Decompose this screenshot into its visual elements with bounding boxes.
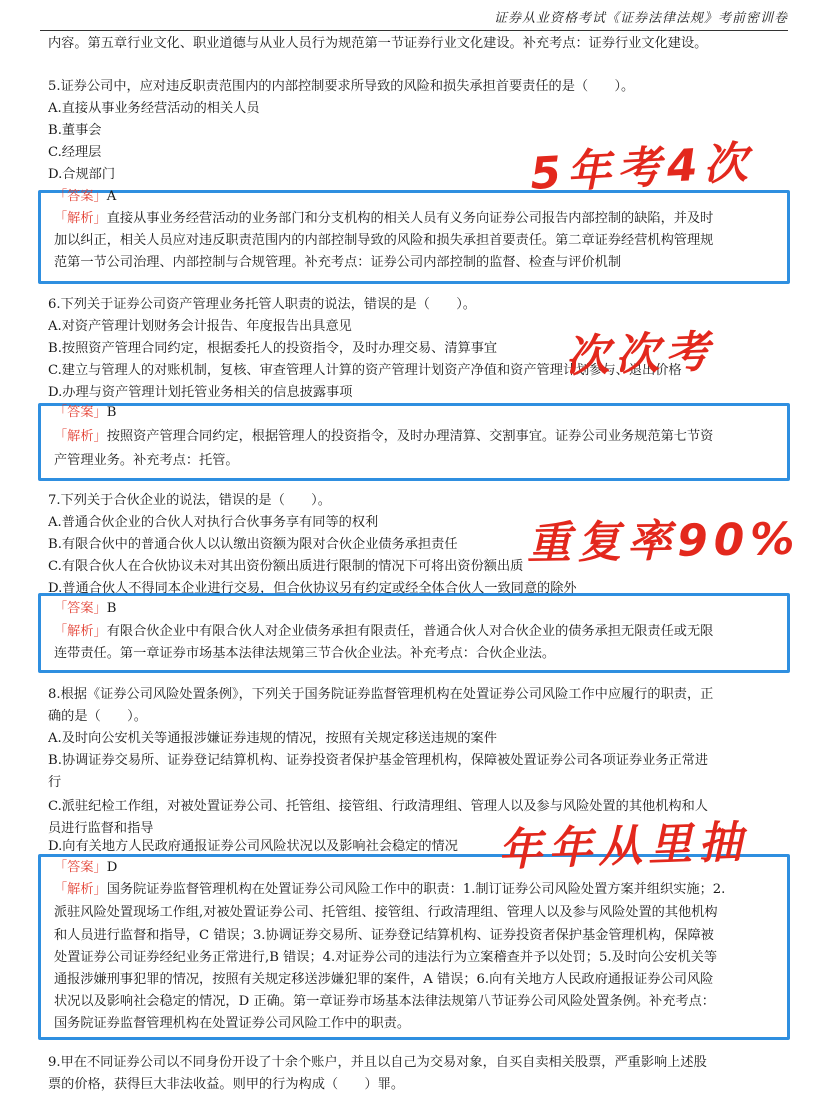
answer-label: 「答案」 — [54, 405, 107, 420]
analysis-line: 产管理业务。补充考点：托管。 — [54, 453, 239, 468]
handwritten-annotation: 重复率90% — [526, 513, 801, 570]
handwritten-annotation: 年年从里抽 — [497, 816, 749, 877]
option: D.合规部门 — [48, 167, 116, 182]
option: A.对资产管理计划财务会计报告、年度报告出具意见 — [48, 319, 352, 334]
option: C.建立与管理人的对账机制，复核、审查管理人计算的资产管理计划资产净值和资产管理计划参与、退出价格 — [48, 363, 682, 378]
option: B.按照资产管理合同约定，根据委托人的投资指令，及时办理交易、清算事宜 — [48, 341, 498, 356]
question-stem: 确的是（ ）。 — [48, 709, 147, 724]
analysis-line: 范第一节公司治理、内部控制与合规管理。补充考点：证券公司内部控制的监督、检查与评价机制 — [54, 255, 622, 270]
analysis-label: 「解析」 — [54, 882, 107, 897]
option: A.及时向公安机关等通报涉嫌证券违规的情况，按照有关规定移送违规的案件 — [48, 731, 497, 746]
option: D.办理与资产管理计划托管业务相关的信息披露事项 — [48, 385, 353, 400]
analysis-line: 「解析」直接从事业务经营活动的业务部门和分支机构的相关人员有义务向证券公司报告内部控制的缺陷，并及时 — [54, 211, 714, 226]
analysis-label: 「解析」 — [54, 429, 107, 444]
question-stem: 9.甲在不同证券公司以不同身份开设了十余个账户，并且以自己为交易对象，自买自卖相关股票，严重影响上述股 — [48, 1055, 707, 1070]
option: C.有限合伙人在合伙协议未对其出资份额出质进行限制的情况下可将出资份额出质 — [48, 559, 524, 574]
option: 行 — [48, 775, 62, 790]
option: D.向有关地方人民政府通报证券公司风险状况以及影响社会稳定的情况 — [48, 839, 458, 854]
analysis-label: 「解析」 — [54, 624, 107, 639]
analysis-line: 和人员进行监督和指导，C 错误；3.协调证券交易所、证券登记结算机构、证券投资者保护基金管理机构，保障被 — [54, 928, 714, 943]
answer-line — [54, 402, 784, 424]
question-stem: 票的价格，获得巨大非法收益。则甲的行为构成（ ）罪。 — [48, 1077, 405, 1092]
option: 员进行监督和指导 — [48, 821, 154, 836]
analysis-line: 派驻风险处置现场工作组,对被处置证券公司、托管组、接管组、行政清理组、管理人以及参与风险处置的其他机构 — [54, 905, 718, 920]
option: B.董事会 — [48, 123, 102, 138]
option: B.有限合伙中的普通合伙人以认缴出资额为限对合伙企业债务承担责任 — [48, 537, 458, 552]
question-stem: 5.证券公司中，应对违反职责范围内的内部控制要求所导致的风险和损失承担首要责任的是（ ）。 — [48, 79, 635, 94]
analysis-line: 处置证券公司证券经纪业务正常进行,B 错误；4.对证券公司的违法行为立案稽查并予以处罚；5.及时向公安机关等 — [54, 950, 718, 965]
question-stem: 6.下列关于证券公司资产管理业务托管人职责的说法，错误的是（ ）。 — [48, 297, 476, 312]
answer-value: B — [106, 405, 117, 420]
analysis-line: 加以纠正，相关人员应对违反职责范围内的内部控制导致的风险和损失承担首要责任。第二章证券经营机构管理规 — [54, 233, 714, 248]
page-header: 证券从业资格考试《证券法律法规》考前密训卷 — [40, 8, 788, 31]
question-stem: 7.下列关于合伙企业的说法，错误的是（ ）。 — [48, 493, 331, 508]
analysis-line: 状况以及影响社会稳定的情况，D 正确。第一章证券市场基本法律法规第八节证券公司风险处置条例。补充考点： — [54, 994, 715, 1009]
option: B.协调证券交易所、证券登记结算机构、证券投资者保护基金管理机构，保障被处置证券公司各项证券业务正常进 — [48, 753, 709, 768]
analysis-line: 通报涉嫌刑事犯罪的情况，按照有关规定移送涉嫌犯罪的案件，A 错误；6.向有关地方人民政府通报证券公司风险 — [54, 972, 714, 987]
answer-label: 「答案」 — [54, 189, 107, 204]
handwritten-annotation: 次次考 — [564, 326, 717, 383]
answer-value: D — [106, 860, 118, 875]
answer-value: B — [106, 601, 117, 616]
handwritten-annotation: 5年考4次 — [529, 137, 755, 200]
option: A.直接从事业务经营活动的相关人员 — [48, 101, 260, 116]
option: A.普通合伙企业的合伙人对执行合伙事务享有同等的权利 — [48, 515, 379, 530]
analysis-line: 「解析」有限合伙企业中有限合伙人对企业债务承担有限责任，普通合伙人对合伙企业的债务承担无限责任或无限 — [54, 624, 714, 639]
option: C.经理层 — [48, 145, 102, 160]
answer-value: A — [106, 189, 117, 204]
answer-line — [54, 598, 784, 620]
option: C.派驻纪检工作组，对被处置证券公司、托管组、接管组、行政清理组、管理人以及参与风险处置的其他机构和人 — [48, 799, 708, 814]
analysis-line: 连带责任。第一章证券市场基本法律法规第三节合伙企业法。补充考点：合伙企业法。 — [54, 646, 556, 661]
intro-line: 内容。第五章行业文化、职业道德与从业人员行为规范第一节证券行业文化建设。补充考点：证券行业文化建设。 — [48, 36, 708, 51]
answer-label: 「答案」 — [54, 601, 107, 616]
analysis-line: 「解析」国务院证券监督管理机构在处置证券公司风险工作中的职责：1.制订证券公司风险处置方案并组织实施；2. — [54, 882, 726, 897]
analysis-label: 「解析」 — [54, 211, 107, 226]
answer-label: 「答案」 — [54, 860, 107, 875]
analysis-line: 「解析」按照资产管理合同约定，根据管理人的投资指令，及时办理清算、交割事宜。证券公司业务规范第七节资 — [54, 429, 714, 444]
question-stem: 8.根据《证券公司风险处置条例》，下列关于国务院证券监督管理机构在处置证券公司风险工作中应履行的职责，正 — [48, 687, 714, 702]
option: D.普通合伙人不得同本企业进行交易，但合伙协议另有约定或经全体合伙人一致同意的除外 — [48, 581, 577, 596]
analysis-line: 国务院证券监督管理机构在处置证券公司风险工作中的职责。 — [54, 1016, 411, 1031]
